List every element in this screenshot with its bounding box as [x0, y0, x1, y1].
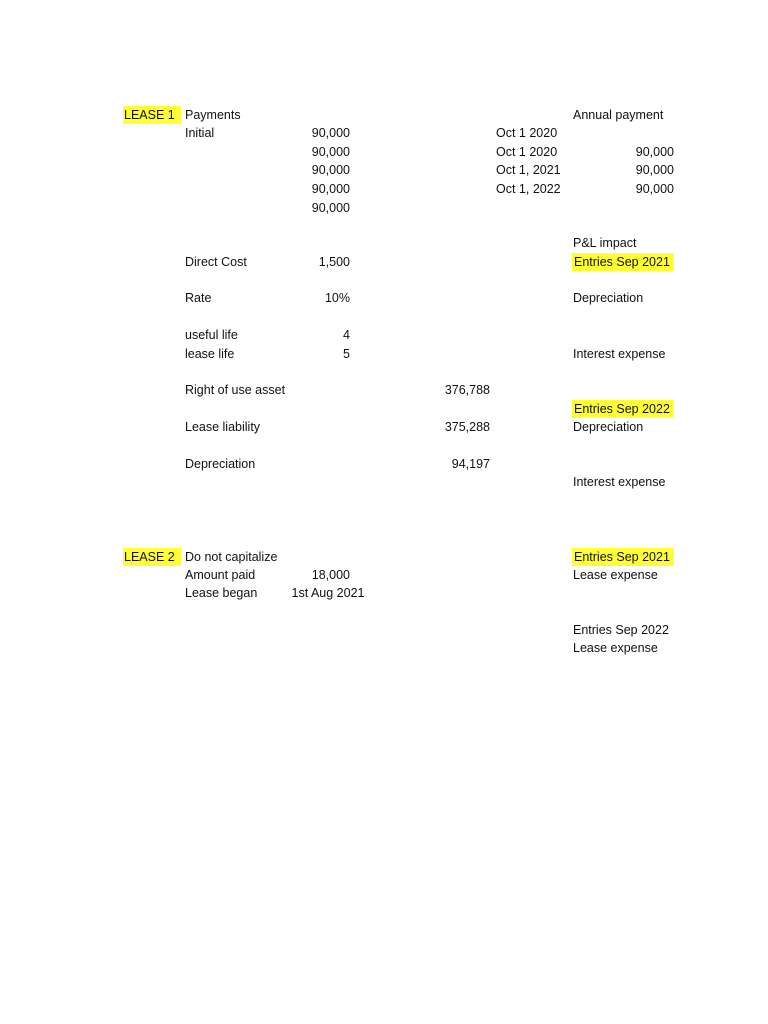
payment-value-5: 90,000: [311, 201, 350, 215]
payment-date-2: Oct 1 2020: [496, 145, 558, 159]
depreciation-2022-label: Depreciation: [573, 420, 644, 434]
pl-impact-label: P&L impact: [573, 236, 637, 250]
rou-asset-label: Right of use asset: [185, 383, 286, 397]
annual-payment-1: 90,000: [635, 145, 674, 159]
rou-asset-value: 376,788: [444, 383, 490, 397]
lease-life-value: 5: [343, 347, 350, 361]
direct-cost-label: Direct Cost: [185, 255, 247, 269]
depreciation-label: Depreciation: [185, 457, 256, 471]
interest-expense-2021-label: Interest expense: [573, 347, 666, 361]
lease-expense-2021-label: Lease expense: [573, 568, 658, 582]
direct-cost-value: 1,500: [318, 255, 350, 269]
lease-began-label: Lease began: [185, 586, 258, 600]
lease-life-label: lease life: [185, 347, 235, 361]
lease1-tag: LEASE 1: [123, 106, 181, 124]
payment-value-4: 90,000: [311, 182, 350, 196]
rate-label: Rate: [185, 291, 212, 305]
payments-label: Payments: [185, 108, 241, 122]
rate-value: 10%: [324, 291, 350, 305]
lease-liability-label: Lease liability: [185, 420, 261, 434]
entries-sep-2022-label: Entries Sep 2022: [572, 400, 674, 418]
amount-paid-value: 18,000: [311, 568, 350, 582]
entries-sep-2021-label: Entries Sep 2021: [572, 253, 674, 271]
do-not-capitalize-label: Do not capitalize: [185, 550, 278, 564]
payment-value-2: 90,000: [311, 145, 350, 159]
amount-paid-label: Amount paid: [185, 568, 256, 582]
annual-payment-label: Annual payment: [573, 108, 664, 122]
lease2-entries-sep-2022-label: Entries Sep 2022: [573, 623, 669, 637]
payment-value-3: 90,000: [311, 163, 350, 177]
payment-date-3: Oct 1, 2021: [496, 163, 561, 177]
lease2-tag: LEASE 2: [123, 548, 181, 566]
lease2-entries-sep-2021-label: Entries Sep 2021: [572, 548, 674, 566]
useful-life-label: useful life: [185, 328, 238, 342]
useful-life-value: 4: [343, 328, 350, 342]
payment-value-1: 90,000: [311, 126, 350, 140]
annual-payment-2: 90,000: [635, 163, 674, 177]
lease-expense-2022-label: Lease expense: [573, 641, 658, 655]
annual-payment-3: 90,000: [635, 182, 674, 196]
payment-date-1: Oct 1 2020: [496, 126, 558, 140]
payment-date-4: Oct 1, 2022: [496, 182, 561, 196]
depreciation-value: 94,197: [451, 457, 490, 471]
depreciation-2021-label: Depreciation: [573, 291, 644, 305]
initial-label: Initial: [185, 126, 215, 140]
interest-expense-2022-label: Interest expense: [573, 475, 666, 489]
lease-liability-value: 375,288: [444, 420, 490, 434]
lease-began-value: 1st Aug 2021: [291, 586, 365, 600]
